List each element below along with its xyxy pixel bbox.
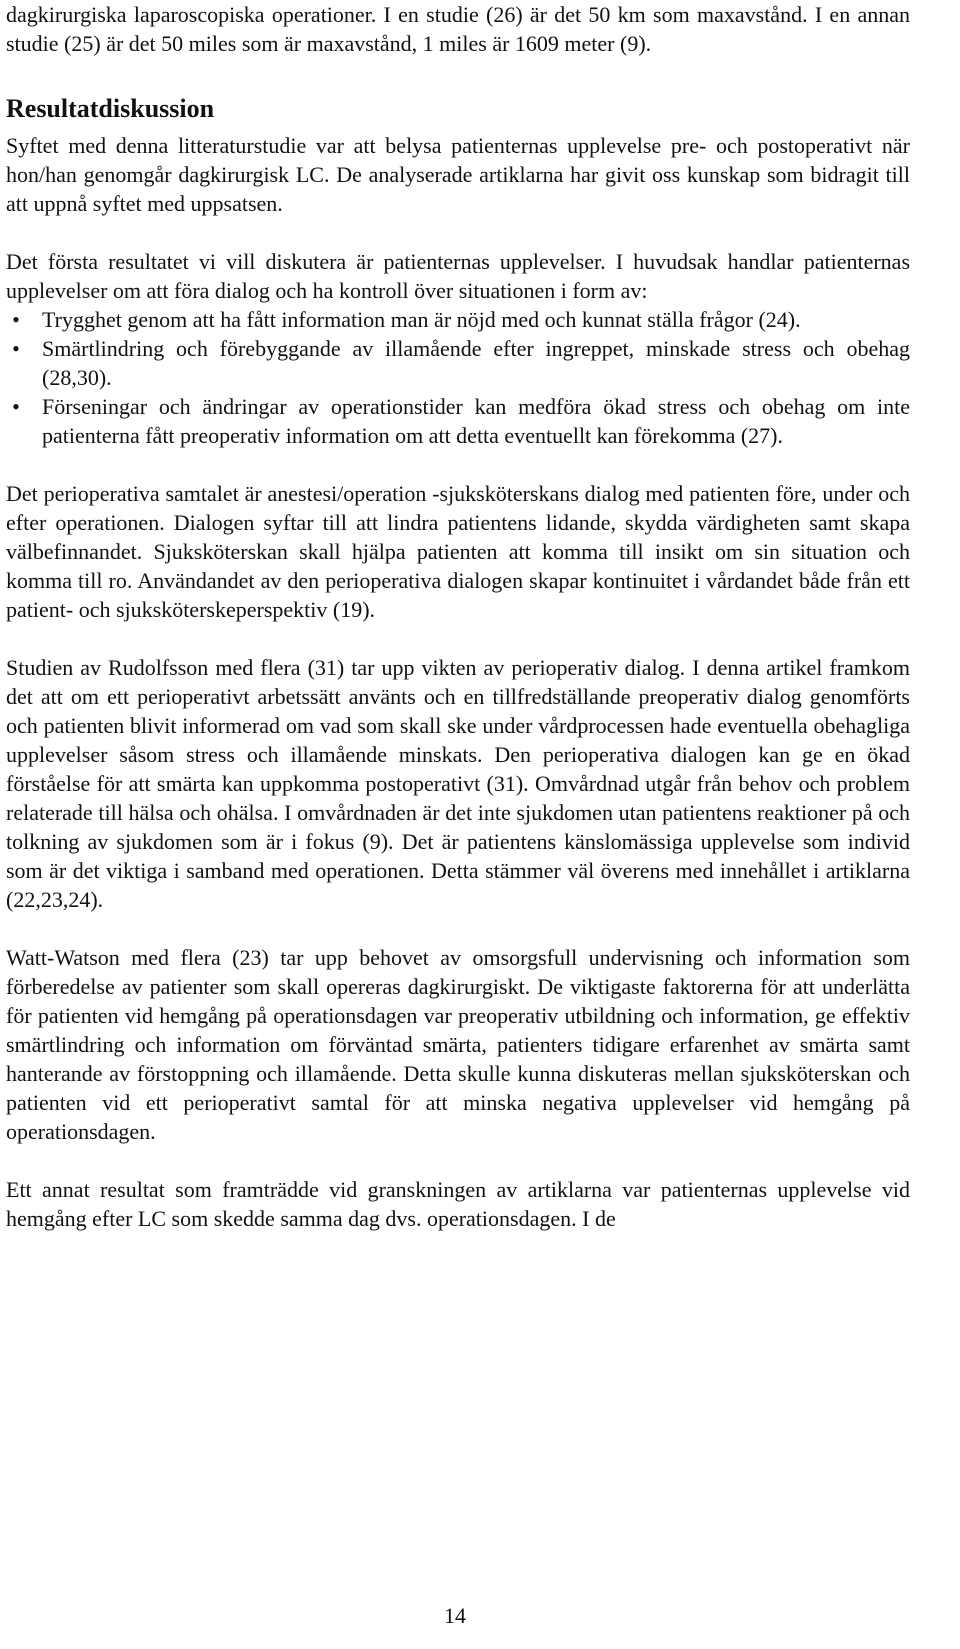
paragraph-first-result: Det första resultatet vi vill diskutera är patienternas upplevelser. I huvudsak handlar patienternas upplevelser om att föra dialog och ha kontroll över situationen i form av: [6, 249, 910, 303]
bullet-icon: • [12, 336, 20, 361]
paragraph-watt-watson-study: Watt-Watson med flera (23) tar upp behovet av omsorgsfull undervisning och information som förberedelse av patienter som skall opereras dagkirurgiskt. De viktigaste faktorerna för att underlätta för patienten vid hemgång på operationsdagen var preoperativ utbildning och information, ge effektiv smärtlindring och information om förväntad smärta, patienters tidigare erfarenhet av smärta samt hanterande av förstoppning och illamående. Detta skulle kunna diskuteras mellan sjuksköterskan och patienten vid ett perioperativt samtal för att minska negativa upplevelser vid hemgång på operationsdagen. [6, 945, 910, 1144]
bullet-icon: • [12, 307, 20, 332]
bullet-item [0, 392, 910, 450]
paragraph-perioperative-dialog: Det perioperativa samtalet är anestesi/operation -sjuksköterskans dialog med patienten före, under och efter operationen. Dialogen syftar till att lindra patientens lidande, skydda värdigheten samt skapa välbefinnandet. Sjuksköterskan skall hjälpa patienten att komma till insikt om sin situation och komma till ro. Användandet av den perioperativa dialogen skapar kontinuitet i vårdandet både från ett patient- och sjuksköterskeperspektiv (19). [6, 481, 910, 622]
paragraph-rudolfsson-study: Studien av Rudolfsson med flera (31) tar upp vikten av perioperativ dialog. I denna artikel framkom det att om ett perioperativt arbetssätt använts och en tillfredställande preoperativ dialog genomförts och patienten blivit informerad om vad som skall ske under vårdprocessen hade eventuella obehagliga upplevelser såsom stress och illamående minskats. Den perioperativa dialogen kan ge en ökad förståelse för att smärta kan uppkomma postoperativt (31). Omvårdnad utgår från behov och problem relaterade till hälsa och ohälsa. I omvårdnaden är det inte sjukdomen utan patientens reaktioner på och tolkning av sjukdomen som är i fokus (9). Det är patientens känslomässiga upplevelse som individ som är det viktiga i samband med operationen. Detta stämmer väl överens med innehållet i artiklarna (22,23,24). [6, 655, 910, 912]
spacer [0, 624, 910, 653]
spacer [0, 450, 910, 479]
bullet-text: Trygghet genom att ha fått information man är nöjd med och kunnat ställa frågor (24). [42, 307, 801, 332]
spacer [0, 58, 910, 87]
intro-continuation-paragraph: dagkirurgiska laparoscopiska operationer. I en studie (26) är det 50 km som maxavstånd. I en annan studie (25) är det 50 miles som är maxavstånd, 1 miles är 1609 meter (9). [6, 2, 910, 56]
paragraph-another-result: Ett annat resultat som framträdde vid granskningen av artiklarna var patienternas upplevelse vid hemgång efter LC som skedde samma dag dvs. operationsdagen. I de [6, 1177, 910, 1231]
bullet-list [0, 305, 910, 450]
spacer [0, 914, 910, 943]
bullet-text: Smärtlindring och förebyggande av illamående efter ingreppet, minskade stress och obehag (28,30). [42, 336, 910, 390]
section-heading: Resultatdiskussion [6, 94, 215, 123]
bullet-item [0, 334, 910, 392]
bullet-item [0, 305, 910, 334]
paragraph-purpose: Syftet med denna litteraturstudie var att belysa patienternas upplevelse pre- och postoperativt när hon/han genomgår dagkirurgisk LC. De analyserade artiklarna har givit oss kunskap som bidragit till att uppnå syftet med uppsatsen. [6, 133, 910, 216]
page-number: 14 [444, 1603, 466, 1628]
bullet-text: Förseningar och ändringar av operationstider kan medföra ökad stress och obehag om inte patienterna fått preoperativ information om att detta eventuellt kan förekomma (27). [42, 394, 910, 448]
bullet-icon: • [12, 394, 20, 419]
spacer [0, 1146, 910, 1175]
spacer [0, 218, 910, 247]
